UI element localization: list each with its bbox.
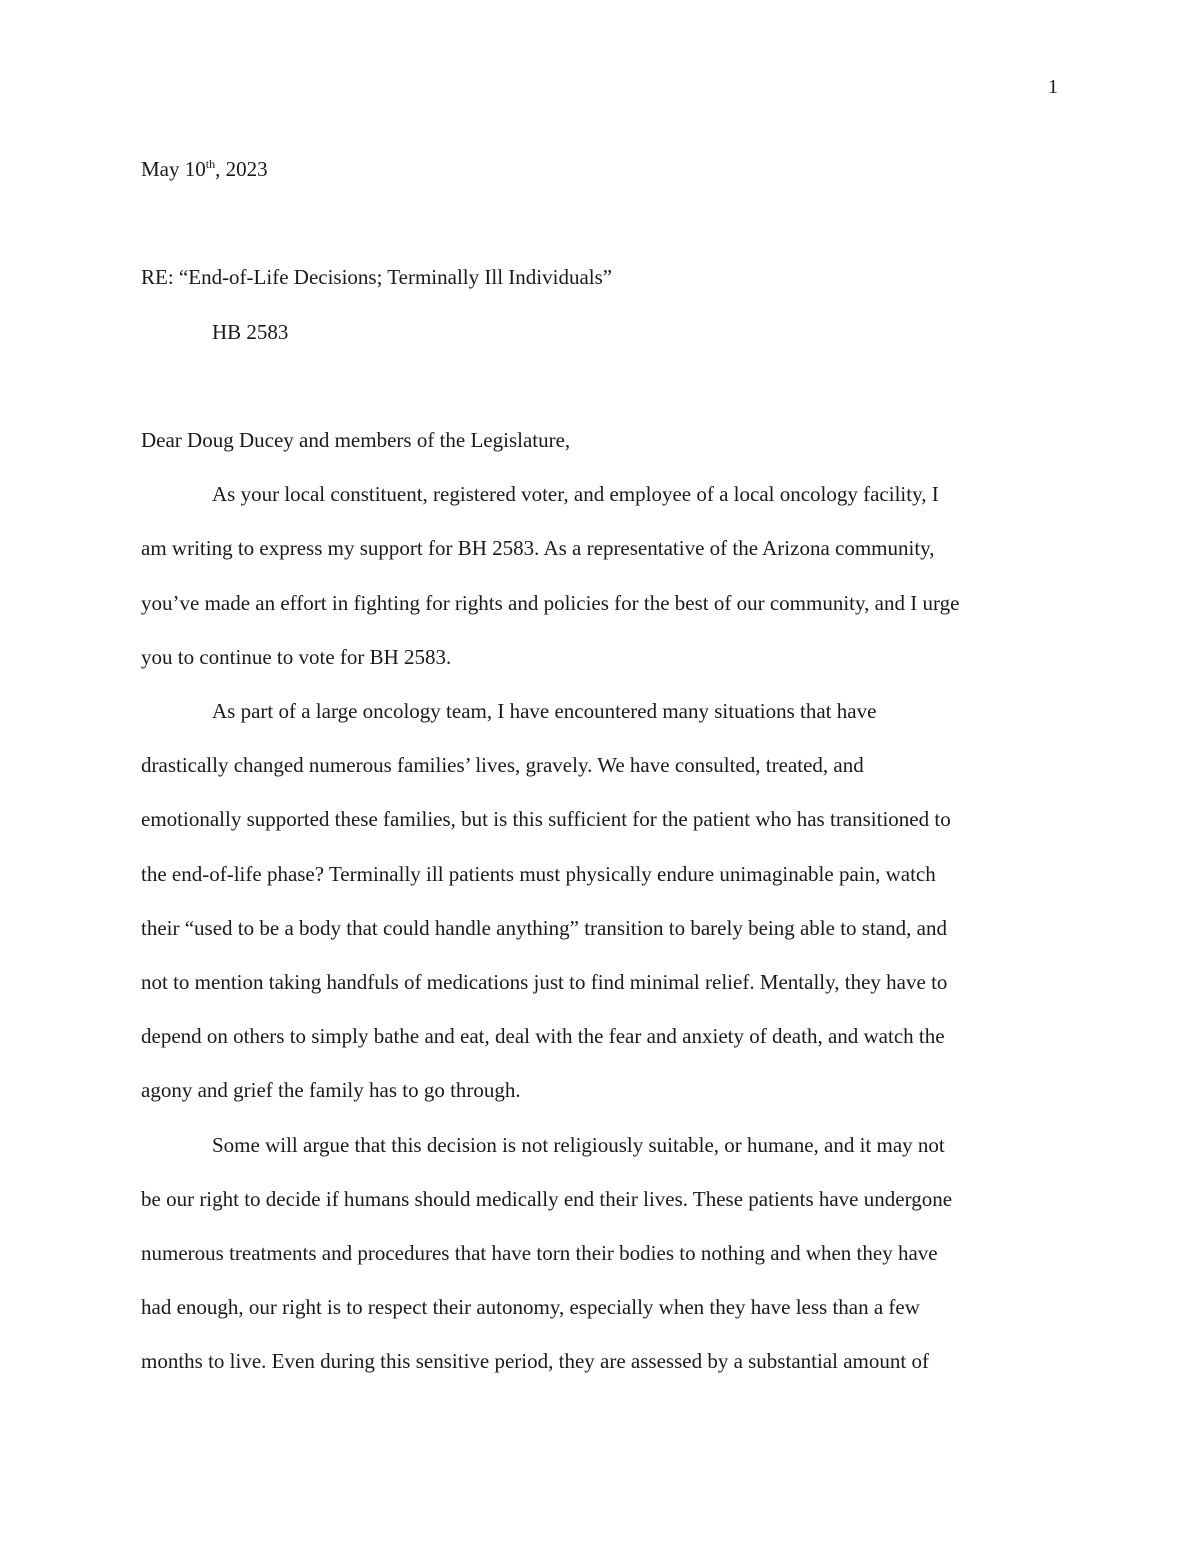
letter-date (141, 142, 1061, 196)
paragraph-line: drastically changed numerous families’ lives, gravely. We have consulted, treated, and (141, 753, 864, 778)
date-year: , 2023 (215, 157, 268, 181)
paragraph-line: be our right to decide if humans should medically end their lives. These patients have undergone (141, 1186, 953, 1211)
paragraph-line: am writing to express my support for BH 2583. As a representative of the Arizona community, (141, 536, 935, 561)
paragraph-line: the end-of-life phase? Terminally ill patients must physically endure unimaginable pain, watch (141, 861, 936, 886)
subject-line: RE: “End-of-Life Decisions; Terminally Ill Individuals” (141, 265, 613, 290)
paragraph-line: not to mention taking handfuls of medications just to find minimal relief. Mentally, they have to (141, 970, 948, 995)
paragraph-line: months to live. Even during this sensitive period, they are assessed by a substantial amount of (141, 1349, 929, 1374)
date-month-day: May 10 (141, 157, 206, 181)
paragraph-line: agony and grief the family has to go through. (141, 1078, 521, 1103)
paragraph-line: their “used to be a body that could handle anything” transition to barely being able to stand, and (141, 915, 947, 940)
spacer (141, 196, 1061, 250)
page-number: 1 (1048, 76, 1058, 98)
body-paragraph-2 (141, 684, 1061, 1118)
salutation: Dear Doug Ducey and members of the Legislature, (141, 427, 571, 452)
date-ordinal-suffix: th (205, 157, 216, 171)
paragraph-line: As part of a large oncology team, I have encountered many situations that have (212, 699, 877, 723)
paragraph-line: had enough, our right is to respect their autonomy, especially when they have less than a few (141, 1295, 920, 1320)
letter-body (141, 142, 1061, 1389)
paragraph-line: you to continue to vote for BH 2583. (141, 644, 452, 669)
paragraph-line: depend on others to simply bathe and eat, deal with the fear and anxiety of death, and watch the (141, 1024, 945, 1049)
paragraph-line: emotionally supported these families, but is this sufficient for the patient who has transitioned to (141, 807, 951, 832)
spacer (141, 359, 1061, 413)
paragraph-line: Some will argue that this decision is not religiously suitable, or humane, and it may not (212, 1132, 945, 1157)
paragraph-line: As your local constituent, registered voter, and employee of a local oncology facility, I (212, 482, 939, 507)
paragraph-line: numerous treatments and procedures that have torn their bodies to nothing and when they have (141, 1241, 938, 1266)
paragraph-line: you’ve made an effort in fighting for rights and policies for the best of our community, and I urge (141, 590, 960, 615)
body-paragraph-1 (141, 467, 1061, 684)
bill-number: HB 2583 (212, 319, 289, 344)
body-paragraph-3 (141, 1118, 1061, 1389)
